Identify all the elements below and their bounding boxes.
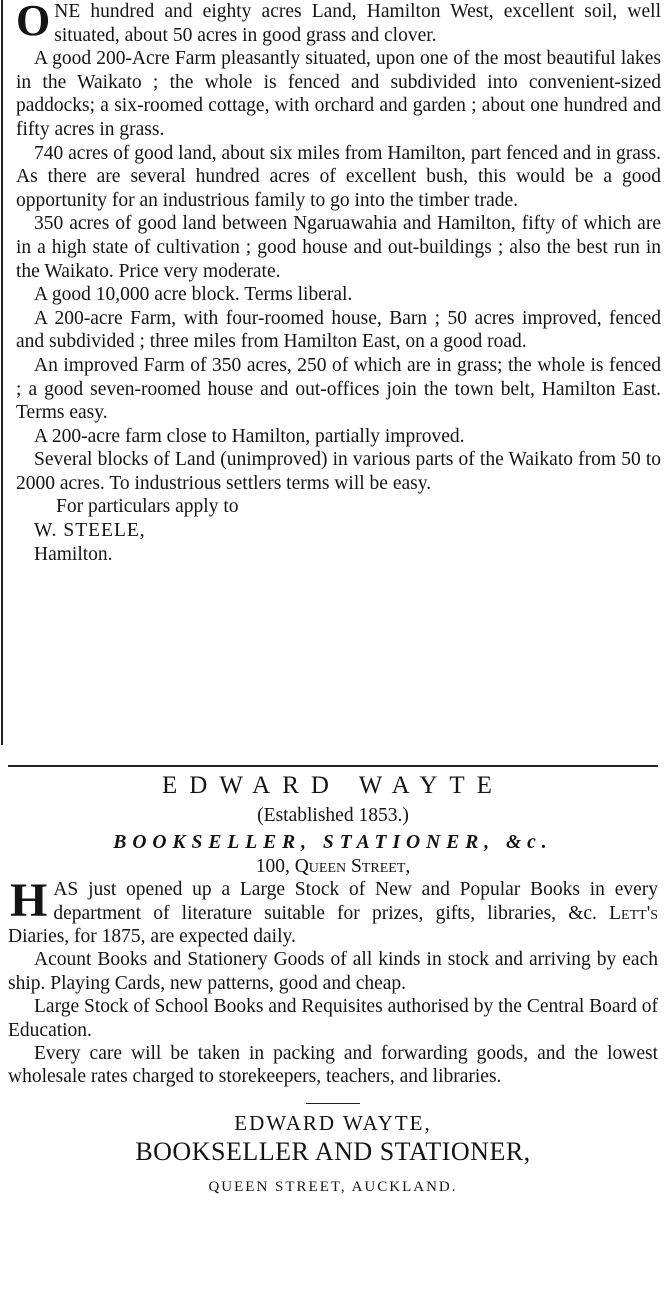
steele-paragraph-3: 740 acres of good land, about six miles from Hamilton, part fenced and in grass. As there are several hundred acres of excellent bush, this would be a good opportunity for an industrious family to go into the timber trade.: [16, 142, 661, 211]
footer-trade: BOOKSELLER AND STATIONER,: [135, 1136, 531, 1166]
wayte-name-heading: EDWARD WAYTE: [162, 772, 504, 799]
column-rule: [1, 0, 3, 745]
steele-paragraph-2: A good 200-Acre Farm pleasantly situated, upon one of the most beautiful lakes in the Waikato ; the whole is fenced and subdivided into convenient-sized paddocks; a six-roomed cottage, with orchard and garden ; about one hundred and fifty acres in grass.: [16, 48, 661, 140]
short-divider: [306, 1103, 360, 1104]
steele-advertisement: [16, 0, 661, 566]
signature-name: W. STEELE,: [34, 520, 146, 542]
wayte-advertisement: [8, 768, 658, 1199]
wayte-paragraph-4: Every care will be taken in packing and forwarding goods, and the lowest wholesale rates charged to storekeepers, teachers, and libraries.: [8, 1043, 658, 1088]
drop-cap: O: [16, 0, 51, 45]
trade-line: BOOKSELLER, STATIONER, &c.: [113, 832, 553, 854]
steele-paragraph-7: An improved Farm of 350 acres, 250 of which are in grass; the whole is fenced ; a good seven-roomed house and out-offices join the town belt, Hamilton East. Terms easy.: [16, 354, 661, 424]
footer-address: QUEEN STREET, AUCKLAND.: [208, 1178, 458, 1195]
steele-paragraph-6: A 200-acre Farm, with four-roomed house, Barn ; 50 acres improved, fenced and subdivided ; three miles from Hamilton East, on a good road.: [16, 307, 661, 353]
wayte-paragraph-3: Large Stock of School Books and Requisites authorised by the Central Board of Education.: [8, 996, 658, 1041]
signature-place: Hamilton.: [34, 543, 113, 565]
footer-name: EDWARD WAYTE,: [234, 1110, 432, 1135]
advertisement-divider: [8, 765, 658, 767]
steele-paragraph-8: A 200-acre farm close to Hamilton, partially improved.: [34, 425, 465, 447]
steele-paragraph-5: A good 10,000 acre block. Terms liberal.: [34, 284, 353, 306]
wayte-paragraph-1: HAS just opened up a Large Stock of New and Popular Books in every department of literature suitable for prizes, gifts, libraries, &c. Lett's Diaries, for 1875, are expected daily.: [8, 874, 658, 948]
steele-paragraph-4: 350 acres of good land between Ngaruawahia and Hamilton, fifty of which are in a high state of cultivation ; good house and out-buildings ; also the best run in the Waikato. Price very moderate.: [16, 213, 661, 282]
established-line: (Established 1853.): [257, 805, 409, 826]
address-line: 100, Queen Street,: [255, 855, 411, 877]
drop-cap: H: [10, 874, 48, 928]
apply-line: For particulars apply to: [56, 496, 239, 518]
wayte-paragraph-2: Acount Books and Stationery Goods of all kinds in stock and arriving by each ship. Playing Cards, new patterns, good and cheap.: [8, 949, 658, 994]
steele-paragraph-9: Several blocks of Land (unimproved) in various parts of the Waikato from 50 to 2000 acres. To industrious settlers terms will be easy.: [16, 449, 661, 494]
steele-paragraph-1: ONE hundred and eighty acres Land, Hamilton West, excellent soil, well situated, about 50 acres in good grass and clover.: [16, 0, 661, 46]
